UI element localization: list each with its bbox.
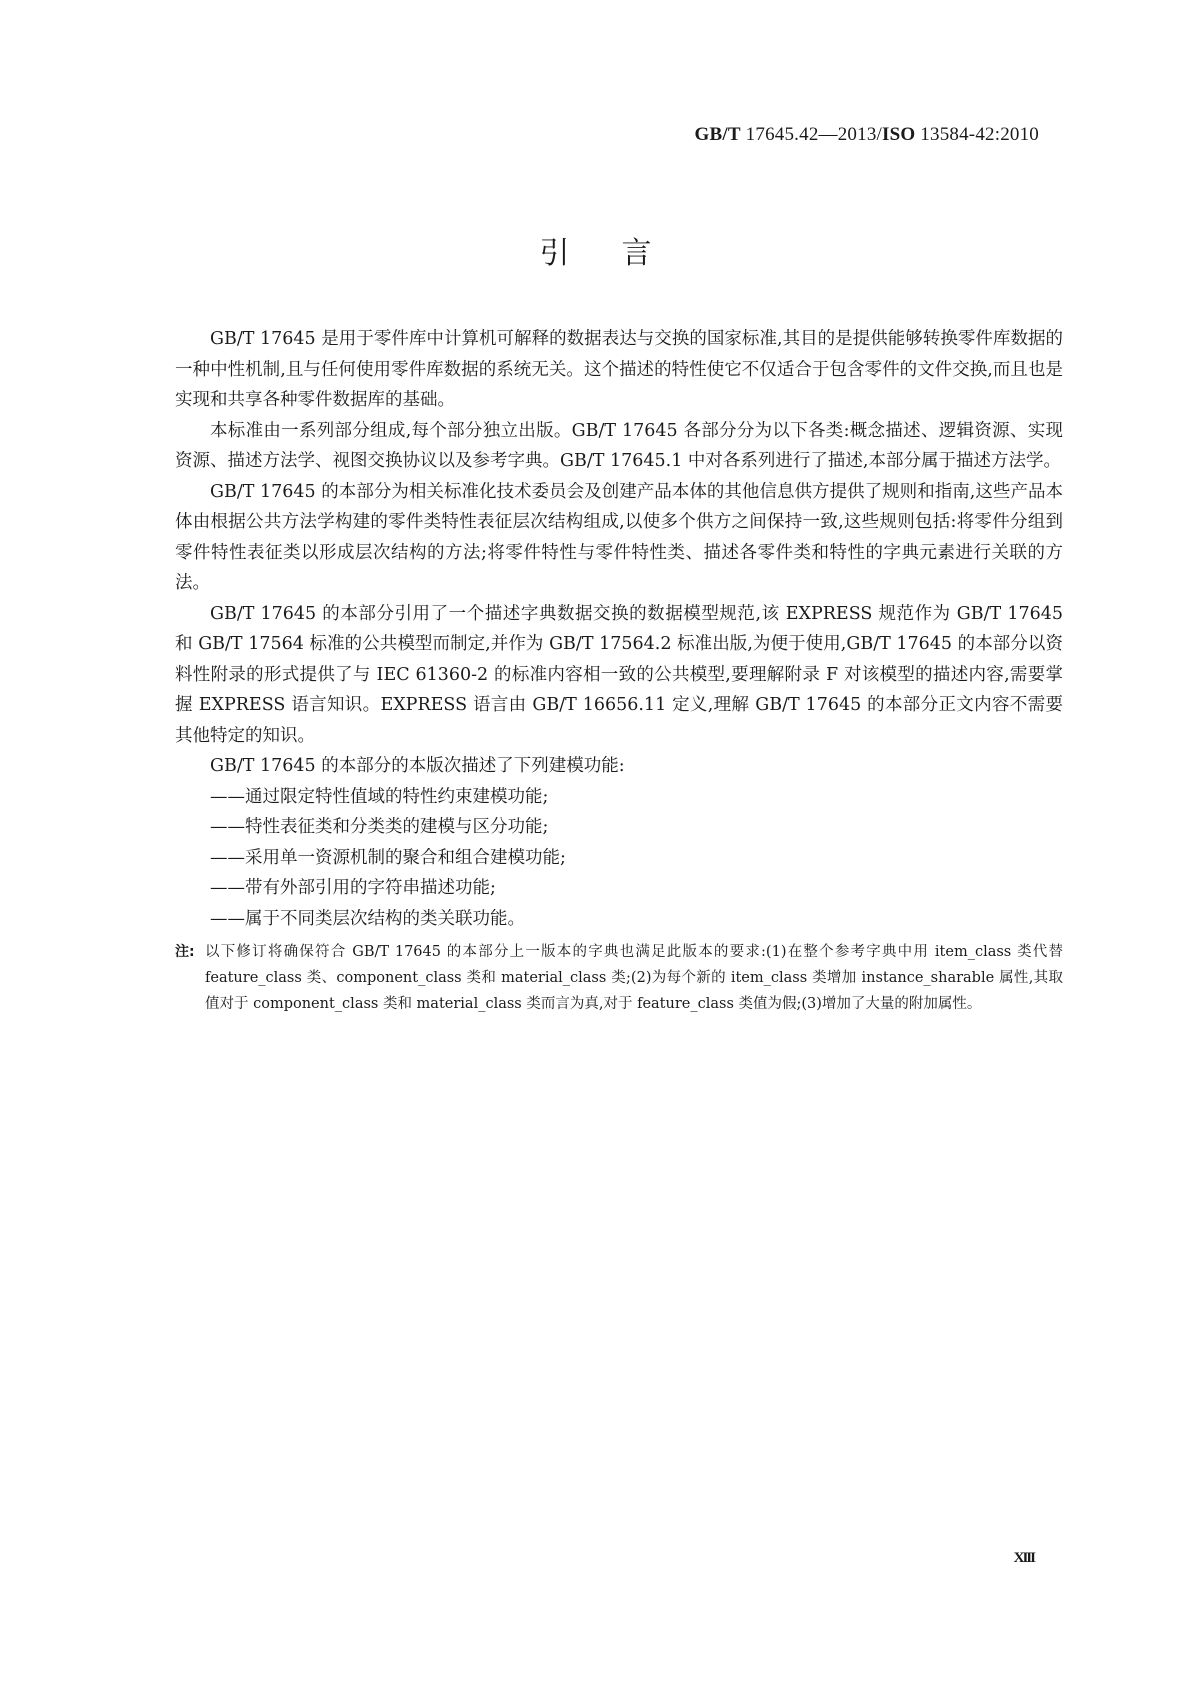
- standard-number-header: [695, 124, 1040, 146]
- page-title: 引言: [539, 236, 704, 271]
- list-item: ——属于不同类层次结构的类关联功能。: [210, 908, 525, 929]
- paragraph-1: GB/T 17645 是用于零件库中计算机可解释的数据表达与交换的国家标准,其目的是提供能够转换零件库数据的一种中性机制,且与任何使用零件库数据的系统无关。这个描述的特性使它不仅适合于包含零件的文件交换,而且也是实现和共享各种零件数据库的基础。: [175, 329, 1063, 410]
- note-text: 以下修订将确保符合 GB/T 17645 的本部分上一版本的字典也满足此版本的要求:(1)在整个参考字典中用 item_class 类代替 feature_class 类、component_class 类和 material_class 类;(2)为每个新的 item_class 类增加 instance_sharable 属性,其取值对于 component_class 类和 material_class 类而言为真,对于 feature_class 类值为假;(3)增加了大量的附加属性。: [205, 944, 1063, 1012]
- std-code: GB/T: [694, 124, 741, 145]
- paragraph-3: GB/T 17645 的本部分为相关标准化技术委员会及创建产品本体的其他信息供方提供了规则和指南,这些产品本体由根据公共方法学构建的零件类特性表征层次结构组成,以使多个供方之间保持一致,这些规则包括:将零件分组到零件特性表征类以形成层次结构的方法;将零件特性与零件特性类、描述各零件类和特性的字典元素进行关联的方法。: [175, 481, 1063, 593]
- paragraph-2: 本标准由一系列部分组成,每个部分独立出版。GB/T 17645 各部分分为以下各类:概念描述、逻辑资源、实现资源、描述方法学、视图交换协议以及参考字典。GB/T 17645.1 中对各系列进行了描述,本部分属于描述方法学。: [175, 420, 1063, 471]
- note-label: 注:: [175, 944, 195, 960]
- paragraph-4: GB/T 17645 的本部分引用了一个描述字典数据交换的数据模型规范,该 EXPRESS 规范作为 GB/T 17645 和 GB/T 17564 标准的公共模型而制定,并作为 GB/T 17564.2 标准出版,为便于使用,GB/T 17645 的本部分以资料性附录的形式提供了与 IEC 61360-2 的标准内容相一致的公共模型,要理解附录 F 对该模型的描述内容,需要掌握 EXPRESS 语言知识。EXPRESS 语言由 GB/T 16656.11 定义,理解 GB/T 17645 的本部分正文内容不需要其他特定的知识。: [175, 603, 1063, 746]
- note: [175, 939, 1063, 1017]
- std-number: 17645.42—2013/: [740, 124, 882, 145]
- paragraph-5: GB/T 17645 的本部分的本版次描述了下列建模功能:: [210, 756, 625, 776]
- iso-number: 13584-42:2010: [915, 124, 1039, 145]
- list-item: ——采用单一资源机制的聚合和组合建模功能;: [210, 847, 566, 868]
- document-body: [175, 324, 1063, 1017]
- list-item: ——特性表征类和分类类的建模与区分功能;: [210, 817, 549, 837]
- feature-list: [175, 782, 1063, 935]
- page-number: XIII: [1013, 1550, 1034, 1566]
- list-item: ——通过限定特性值域的特性约束建模功能;: [210, 786, 549, 807]
- iso-code: ISO: [882, 124, 916, 145]
- list-item: ——带有外部引用的字符串描述功能;: [210, 878, 496, 898]
